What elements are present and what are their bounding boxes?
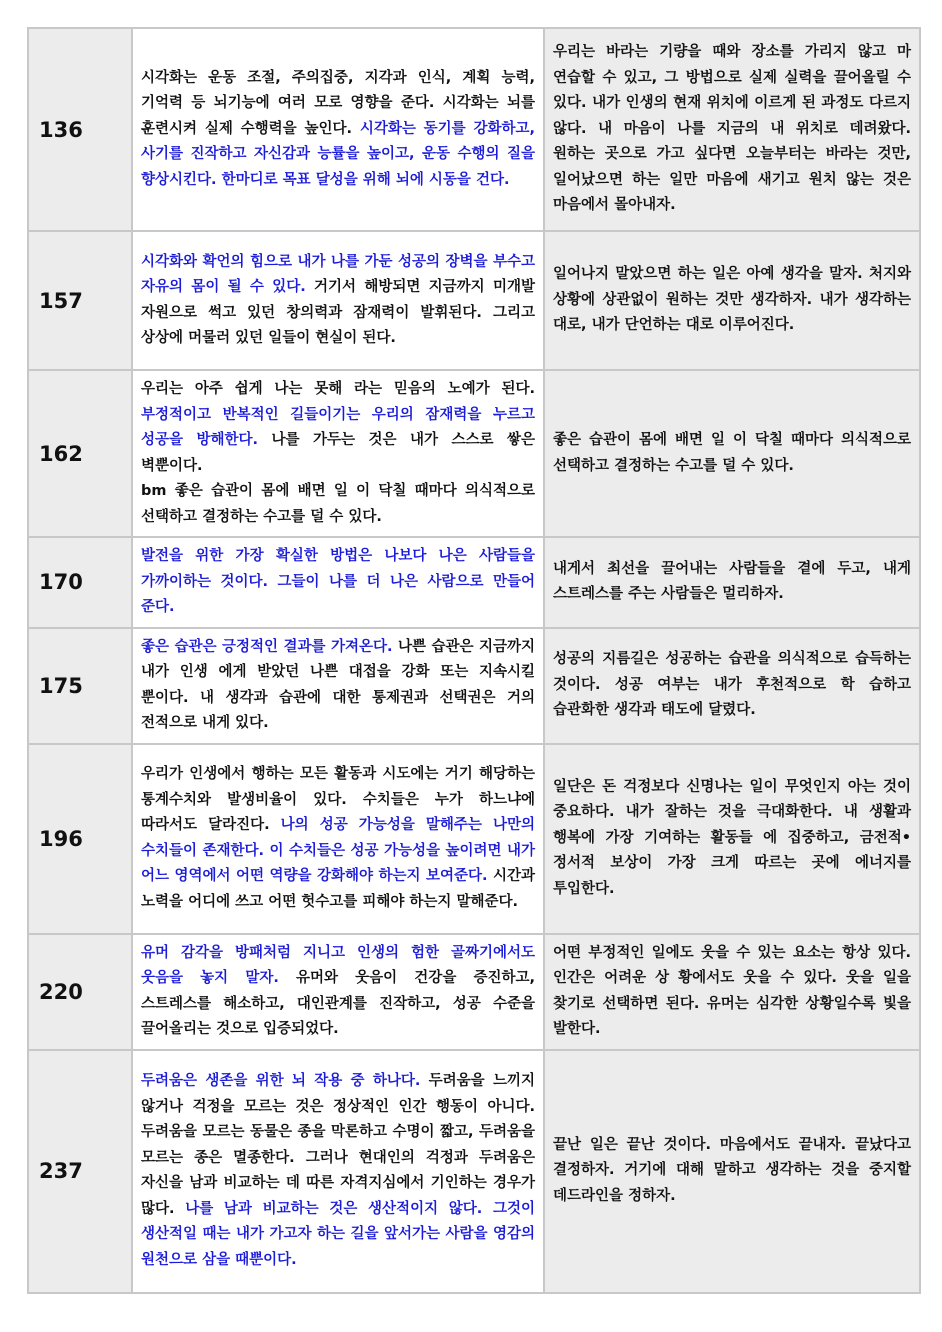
highlighted-text: 좋은 습관은 긍정적인 결과를 가져온다. xyxy=(141,638,393,655)
quote-text: 시각화는 운동 조절, 주의집중, 지각과 인식, 계획 능력, 기억력 등 뇌기능에 여러 모로 영향을 준다. 시각화는 뇌를 훈련시켜 실제 수행력을 높인다. xyxy=(141,69,535,137)
table-row xyxy=(28,28,920,231)
table-row xyxy=(28,934,920,1050)
reflection-cell: 우리는 바라는 기량을 때와 장소를 가리지 않고 마 연습할 수 있고, 그 방법으로 실제 실력을 끌어올릴 수 있다. 내가 인생의 현재 위치에 이르게 된 과정도 다르지 않다. 내 마음이 나를 지금의 내 위치로 데려왔다. 원하는 곳으로 가고 싶다면 오늘부터는 바라는 것만, 일어났으면 하는 일만 마음에 새기고 원치 않는 것은 마음에서 몰아내자. xyxy=(544,28,920,231)
reflection-cell: 성공의 지름길은 성공하는 습관을 의식적으로 습득하는 것이다. 성공 여부는 내가 후천적으로 학 습하고 습관화한 생각과 태도에 달렸다. xyxy=(544,628,920,744)
highlighted-text: 나를 남과 비교하는 것은 생산적이지 않다. 그것이 생산적일 때는 내가 가고자 하는 길을 앞서가는 사람을 영감의 원천으로 삼을 때뿐이다. xyxy=(141,1200,535,1268)
quote-text: 우리가 인생에서 행하는 모든 활동과 시도에는 거기 해당하는 통계수치와 발생비율이 있다. 수치들은 누가 하느냐에 따라서도 달라진다. xyxy=(141,766,535,833)
table-row xyxy=(28,744,920,934)
quote-cell xyxy=(132,231,544,370)
quote-text: 나를 가두는 것은 내가 스스로 쌓은 벽뿐이다. xyxy=(141,432,536,474)
highlighted-text: 부정적이고 반복적인 길들이기는 우리의 잠재력을 누르고 성공을 방해한다. xyxy=(141,406,535,448)
reflection-cell: 끝난 일은 끝난 것이다. 마음에서도 끝내자. 끝났다고 결정하자. 거기에 대해 말하고 생각하는 것을 중지할 데드라인을 정하자. xyxy=(544,1050,920,1293)
notes-table xyxy=(27,27,921,1294)
quote-text: 나쁜 습관은 지금까지 내가 인생 에게 받았던 나쁜 대접을 강화 또는 지속시킬 뿐이다. 내 생각과 습관에 대한 통제권과 선택권은 거의 전적으로 내게 있다. xyxy=(141,638,535,731)
reflection-cell: 일어나지 말았으면 하는 일은 아예 생각을 말자. 처지와 상황에 상관없이 원하는 것만 생각하자. 내가 생각하는 대로, 내가 단언하는 대로 이루어진다. xyxy=(544,231,920,370)
page-number: 136 xyxy=(28,28,132,231)
quote-text: 우리는 아주 쉽게 나는 못해 라는 믿음의 노예가 된다. xyxy=(141,381,535,397)
page-number: 170 xyxy=(28,537,132,628)
page-number: 237 xyxy=(28,1050,132,1293)
reflection-cell: 좋은 습관이 몸에 배면 일 이 닥칠 때마다 의식적으로 선택하고 결정하는 수고를 덜 수 있다. xyxy=(544,370,920,537)
notes-table-body xyxy=(28,28,920,1293)
quote-text: bm 좋은 습관이 몸에 배면 일 이 닥칠 때마다 의식적으로 선택하고 결정하는 수고를 덜 수 있다. xyxy=(141,483,535,525)
quote-text: 거기서 해방되면 지금까지 미개발 자원으로 썩고 있던 창의력과 잠재력이 발휘된다. 그리고 상상에 머물러 있던 일들이 현실이 된다. xyxy=(141,279,535,346)
highlighted-text: 두려움은 생존을 위한 뇌 작용 중 하나다. xyxy=(141,1073,421,1089)
table-row xyxy=(28,628,920,744)
quote-cell xyxy=(132,1050,544,1293)
reflection-cell: 내게서 최선을 끌어내는 사람들을 곁에 두고, 내게 스트레스를 주는 사람들은 멀리하자. xyxy=(544,537,920,628)
quote-text: 두려움을 느끼지 않거나 걱정을 모르는 것은 정상적인 인간 행동이 아니다. 두려움을 모르는 동물은 종을 막론하고 수명이 짧고, 두려움을 모르는 종은 멸종한다. 그러나 현대인의 걱정과 두려움은 자신을 남과 비교하는 데 따른 자격지심에서 기인하는 경우가 많다. xyxy=(141,1073,535,1217)
reflection-cell: 일단은 돈 걱정보다 신명나는 일이 무엇인지 아는 것이 중요하다. 내가 잘하는 것을 극대화한다. 내 생활과 행복에 가장 기여하는 활동들 에 집중하고, 금전적•정서적 보상이 가장 크게 따르는 곳에 에너지를 투입한다. xyxy=(544,744,920,934)
highlighted-text: 시각화와 확언의 힘으로 내가 나를 가둔 성공의 장벽을 부수고 자유의 몸이 될 수 있다. xyxy=(141,253,535,295)
highlighted-text: 발전을 위한 가장 확실한 방법은 나보다 나은 사람들을 가까이하는 것이다. 그들이 나를 더 나은 사람으로 만들어 준다. xyxy=(141,548,535,615)
page-number: 162 xyxy=(28,370,132,537)
reflection-cell: 어떤 부정적인 일에도 웃을 수 있는 요소는 항상 있다. 인간은 어려운 상 황에서도 웃을 수 있다. 웃을 일을 찾기로 선택하면 된다. 유머는 심각한 상황일수록 빛을 발한다. xyxy=(544,934,920,1050)
highlighted-text: 나의 성공 가능성을 말해주는 나만의 수치들이 존재한다. 이 수치들은 성공 가능성을 높이려면 내가 어느 영역에서 어떤 역량을 강화해야 하는지 보여준다. xyxy=(141,817,535,884)
table-row xyxy=(28,231,920,370)
quote-cell xyxy=(132,628,544,744)
highlighted-text: 시각화는 동기를 강화하고, 사기를 진작하고 자신감과 능률을 높이고, 운동 수행의 질을 향상시킨다. 한마디로 목표 달성을 위해 뇌에 시동을 건다. xyxy=(141,120,535,188)
quote-cell xyxy=(132,28,544,231)
quote-cell xyxy=(132,934,544,1050)
page-number: 175 xyxy=(28,628,132,744)
page-number: 157 xyxy=(28,231,132,370)
page-number: 220 xyxy=(28,934,132,1050)
page-number: 196 xyxy=(28,744,132,934)
quote-cell xyxy=(132,537,544,628)
quote-text: 시간과 노력을 어디에 쓰고 어떤 헛수고를 피해야 하는지 말해준다. xyxy=(141,868,535,910)
quote-text: 유머와 웃음이 건강을 증진하고, 스트레스를 해소하고, 대인관계를 진작하고, 성공 수준을 끌어올리는 것으로 입증되었다. xyxy=(141,970,535,1037)
table-row xyxy=(28,370,920,537)
highlighted-text: 유머 감각을 방패처럼 지니고 인생의 험한 골짜기에서도 웃음을 놓지 말자. xyxy=(141,944,535,986)
quote-cell xyxy=(132,744,544,934)
quote-cell xyxy=(132,370,544,537)
table-row xyxy=(28,537,920,628)
table-row xyxy=(28,1050,920,1293)
